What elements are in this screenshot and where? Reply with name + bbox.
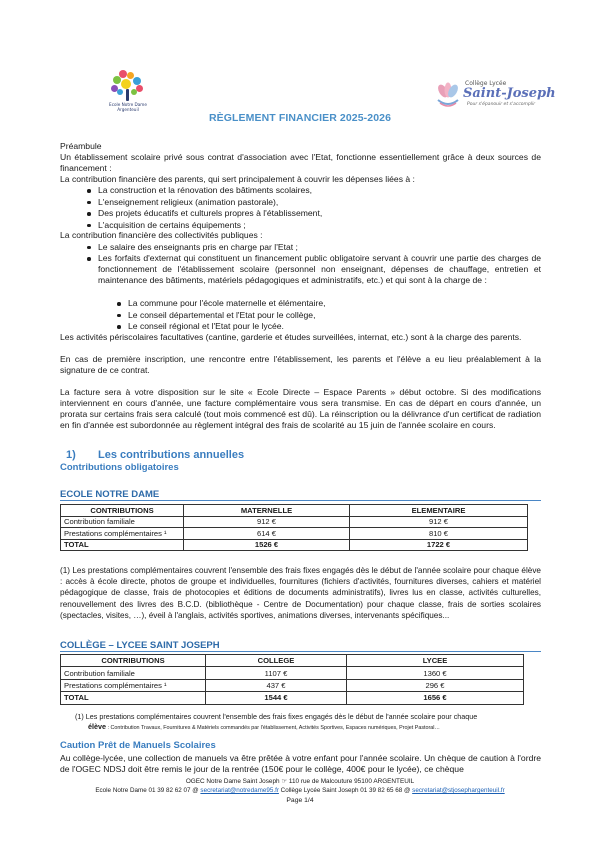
periscolaire-text: Les activités périscolaires facultatives (cantine, garderie et études surveillées, internat, etc.) sont à la charge des parents. bbox=[60, 332, 522, 342]
column-header: MATERNELLE bbox=[184, 505, 350, 517]
table-header-row bbox=[61, 505, 528, 517]
table-total-row bbox=[61, 539, 528, 551]
ecole-notre-dame-logo bbox=[103, 70, 153, 112]
row-label: TOTAL bbox=[61, 692, 206, 704]
public-sub-item-2: Le conseil départemental et l'Etat pour le collège, bbox=[128, 310, 315, 321]
ecole-contact: Ecole Notre Dame 01 39 82 62 07 @ bbox=[95, 787, 201, 794]
column-header: LYCEE bbox=[347, 655, 524, 667]
ecole-heading: ECOLE NOTRE DAME bbox=[60, 489, 160, 500]
caution-text: Au collège-lycée, une collection de manuels va être prêtée à votre enfant pour l'année scolaire. Un chèque de caution à l'ordre de l'OGEC NDSJ doit être remis le jour de la rentrée (150€ pour le collège, 400€ pour le lycée), ce chèque bbox=[60, 753, 541, 775]
table-row bbox=[61, 667, 524, 679]
families-intro: La contribution financière des parents, qui sert principalement à couvrir les dépenses liées à : bbox=[60, 174, 415, 184]
section-1-number: 1) bbox=[66, 449, 76, 461]
table-row bbox=[61, 516, 528, 528]
public-item-2: Les forfaits d'externat qui constituent un financement public obligatoire servant à couvrir une partie des charges de fonctionnement de l'établissement scolaire (personnel non enseignant, dépenses de chauffage, entretien et maintenance des bâtiments, matériels pédagogiques et administratifs, etc.) et qui sont à la charge de : bbox=[98, 253, 541, 286]
college-email-link[interactable]: secretariat@stjosephargenteuil.fr bbox=[412, 787, 505, 794]
table-row bbox=[61, 528, 528, 540]
section-1-title: Les contributions annuelles bbox=[98, 449, 245, 461]
college-footnote-line-2: élève : Contribution Travaux, Fournitures & Matériels commandés par l'établissement, Activités Sportives, Espaces numériques, Projet Pastoral… bbox=[88, 722, 440, 731]
logo-line-1: Collège Lycée bbox=[465, 80, 507, 87]
college-footnote-line-1: (1) Les prestations complémentaires couvrent l'ensemble des frais fixes engagés dès le début de l'année scolaire pour chaque bbox=[75, 712, 478, 721]
section-1-subtitle: Contributions obligatoires bbox=[60, 462, 179, 473]
footer-address: OGEC Notre Dame Saint Joseph ☞ 110 rue de Malcouture 95100 ARGENTEUIL bbox=[185, 778, 415, 785]
college-table bbox=[60, 654, 524, 705]
preamble-heading: Préambule bbox=[60, 141, 102, 151]
page-number: Page 1/4 bbox=[286, 797, 314, 804]
families-item-1: La construction et la rénovation des bâtiments scolaires, bbox=[98, 185, 312, 196]
cell-value: 912 € bbox=[350, 516, 528, 528]
cell-value: 1656 € bbox=[347, 692, 524, 704]
table-total-row bbox=[61, 692, 524, 704]
ecole-logo-name: Ecole Notre Dame Argenteuil bbox=[109, 102, 147, 112]
public-intro: La contribution financière des collectivités publiques : bbox=[60, 230, 263, 240]
logo-tagline: Pour s'épanouir et s'accomplir bbox=[467, 102, 536, 107]
college-contact: Collège Lycée Saint Joseph 01 39 82 65 68 @ bbox=[278, 787, 413, 794]
column-header: COLLEGE bbox=[206, 655, 347, 667]
first-inscription-text: En cas de première inscription, une rencontre entre l'établissement, les parents et l'élève a eu lieu préalablement à la signature de ce contrat. bbox=[60, 354, 541, 376]
table-row bbox=[61, 679, 524, 691]
college-heading: COLLÈGE – LYCEE SAINT JOSEPH bbox=[60, 640, 220, 651]
logo-line-2: Saint-Joseph bbox=[463, 86, 556, 101]
families-item-2: L'enseignement religieux (animation pastorale), bbox=[98, 197, 278, 208]
column-header: CONTRIBUTIONS bbox=[61, 505, 184, 517]
row-label: Prestations complémentaires ¹ bbox=[61, 528, 184, 540]
cell-value: 1107 € bbox=[206, 667, 347, 679]
cell-value: 437 € bbox=[206, 679, 347, 691]
column-header: CONTRIBUTIONS bbox=[61, 655, 206, 667]
cell-value: 1526 € bbox=[184, 539, 350, 551]
ecole-table bbox=[60, 504, 528, 551]
public-item-1: Le salaire des enseignants pris en charge par l'Etat ; bbox=[98, 242, 298, 253]
cell-value: 296 € bbox=[347, 679, 524, 691]
families-item-4: L'acquisition de certains équipements ; bbox=[98, 220, 246, 231]
document-title: RÈGLEMENT FINANCIER 2025-2026 bbox=[208, 112, 392, 124]
caution-heading: Caution Prêt de Manuels Scolaires bbox=[60, 740, 216, 751]
row-label: TOTAL bbox=[61, 539, 184, 551]
row-label: Prestations complémentaires ¹ bbox=[61, 679, 206, 691]
cell-value: 1360 € bbox=[347, 667, 524, 679]
table-header-row bbox=[61, 655, 524, 667]
college-saint-joseph-logo bbox=[435, 78, 556, 110]
public-sub-item-1: La commune pour l'école maternelle et élémentaire, bbox=[128, 298, 326, 309]
footer-contacts bbox=[0, 787, 600, 794]
row-label: Contribution familiale bbox=[61, 516, 184, 528]
college-heading-rule bbox=[60, 651, 541, 652]
ecole-heading-rule bbox=[60, 500, 541, 501]
public-sub-item-3: Le conseil régional et l'Etat pour le lycée. bbox=[128, 321, 284, 332]
tree-icon bbox=[109, 70, 147, 102]
cell-value: 810 € bbox=[350, 528, 528, 540]
preamble-intro: Un établissement scolaire privé sous contrat d'association avec l'Etat, fonctionne essentiellement grâce à deux sources de financement : bbox=[60, 152, 541, 174]
row-label: Contribution familiale bbox=[61, 667, 206, 679]
cell-value: 1722 € bbox=[350, 539, 528, 551]
cell-value: 912 € bbox=[184, 516, 350, 528]
families-item-3: Des projets éducatifs et culturels propres à l'établissement, bbox=[98, 208, 322, 219]
column-header: ELEMENTAIRE bbox=[350, 505, 528, 517]
ecole-email-link[interactable]: secretariat@notredame95.fr bbox=[200, 787, 279, 794]
cell-value: 614 € bbox=[184, 528, 350, 540]
ecole-footnote: (1) Les prestations complémentaires couvrent l'ensemble des frais fixes engagés dès le début de l'année scolaire pour chaque élève : accès à école directe, photos de groupe et individuelles, fournitures (fichiers d'activités, fournitures diverses, cahiers et matériel pédagogique de classe, frais de photocopies et éditions de documents administratifs), livres lus en classe, activités culturelles, renouvellement des livres des B.C.D. (bibliothèque - Centre de Documentation) pour chaque classe, frais de sorties scolaires (spectacles, visites, …), éveil à l'anglais, activités sportives, animations diverses, intervenants spécifiques... bbox=[60, 566, 541, 620]
cell-value: 1544 € bbox=[206, 692, 347, 704]
invoice-text: La facture sera à votre disposition sur le site « Ecole Directe – Espace Parents » début octobre. Si des modifications interviennent en cours d'année, une facture complémentaire vous sera transmise. En cas de départ en cours d'année, un prorata sur certains frais sera calculé (tout mois commencé est dû). La réinscription ou la délivrance d'un certificat de radiation en fin d'année est subordonnée au règlement intégral des frais de scolarité au 15 juin de l'année scolaire en cours. bbox=[60, 387, 541, 431]
flower-icon bbox=[435, 82, 461, 108]
